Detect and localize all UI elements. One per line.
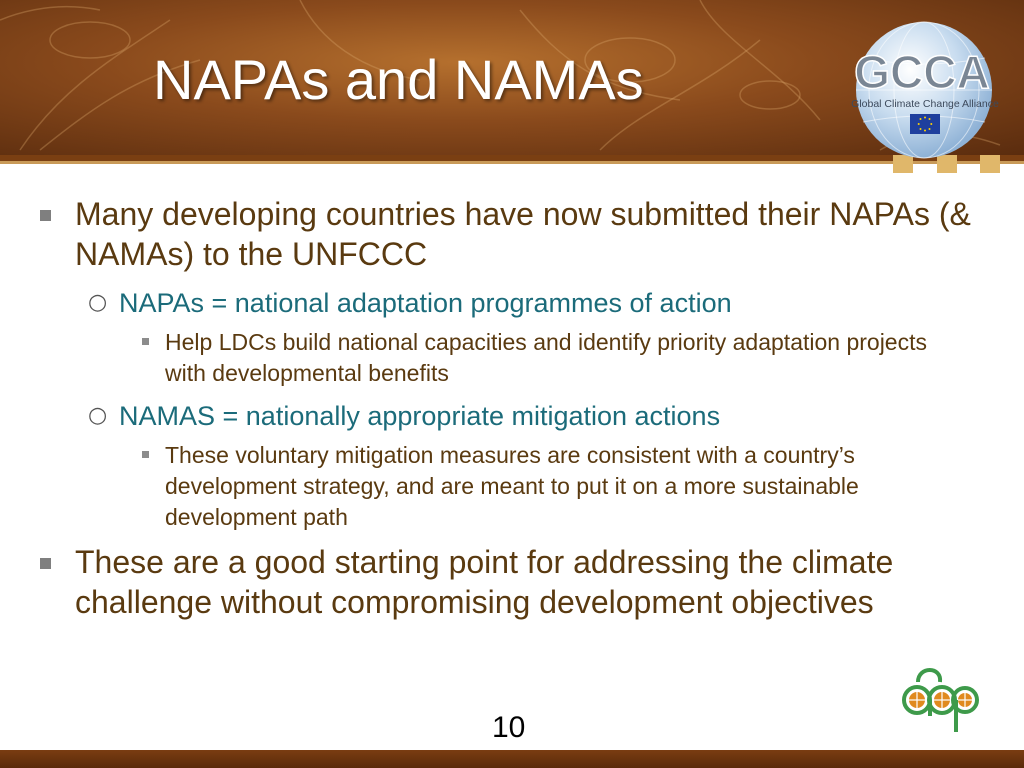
bullet-item: Many developing countries have now submitted their NAPAs (& NAMAs) to the UNFCCC	[75, 196, 971, 272]
bullet-item: Help LDCs build national capacities and identify priority adaptation projects with developmental benefits	[165, 329, 927, 386]
gcca-acronym: GCCA	[854, 46, 990, 98]
gcca-full-name: Global Climate Change Alliance	[851, 98, 999, 110]
slide-title: NAPAs and NAMAs	[153, 48, 644, 111]
bullet-item: These are a good starting point for addressing the climate challenge without compromising development objectives	[75, 544, 894, 620]
bullet-item: These voluntary mitigation measures are consistent with a country’s development strategy, and are meant to put it on a more sustainable development path	[165, 442, 859, 530]
circle-bullet-icon: ○	[88, 403, 108, 428]
bullet-item: NAPAs = national adaptation programmes of action	[119, 288, 732, 318]
square-bullet-icon	[40, 558, 51, 569]
page-number: 10	[492, 711, 526, 744]
square-bullet-icon	[40, 210, 51, 221]
acp-logo	[900, 660, 980, 740]
small-square-bullet-icon	[142, 451, 149, 458]
footer-bar	[0, 750, 1024, 768]
circle-bullet-icon: ○	[88, 290, 108, 315]
bullet-item: NAMAS = nationally appropriate mitigation actions	[119, 401, 721, 431]
small-square-bullet-icon	[142, 338, 149, 345]
